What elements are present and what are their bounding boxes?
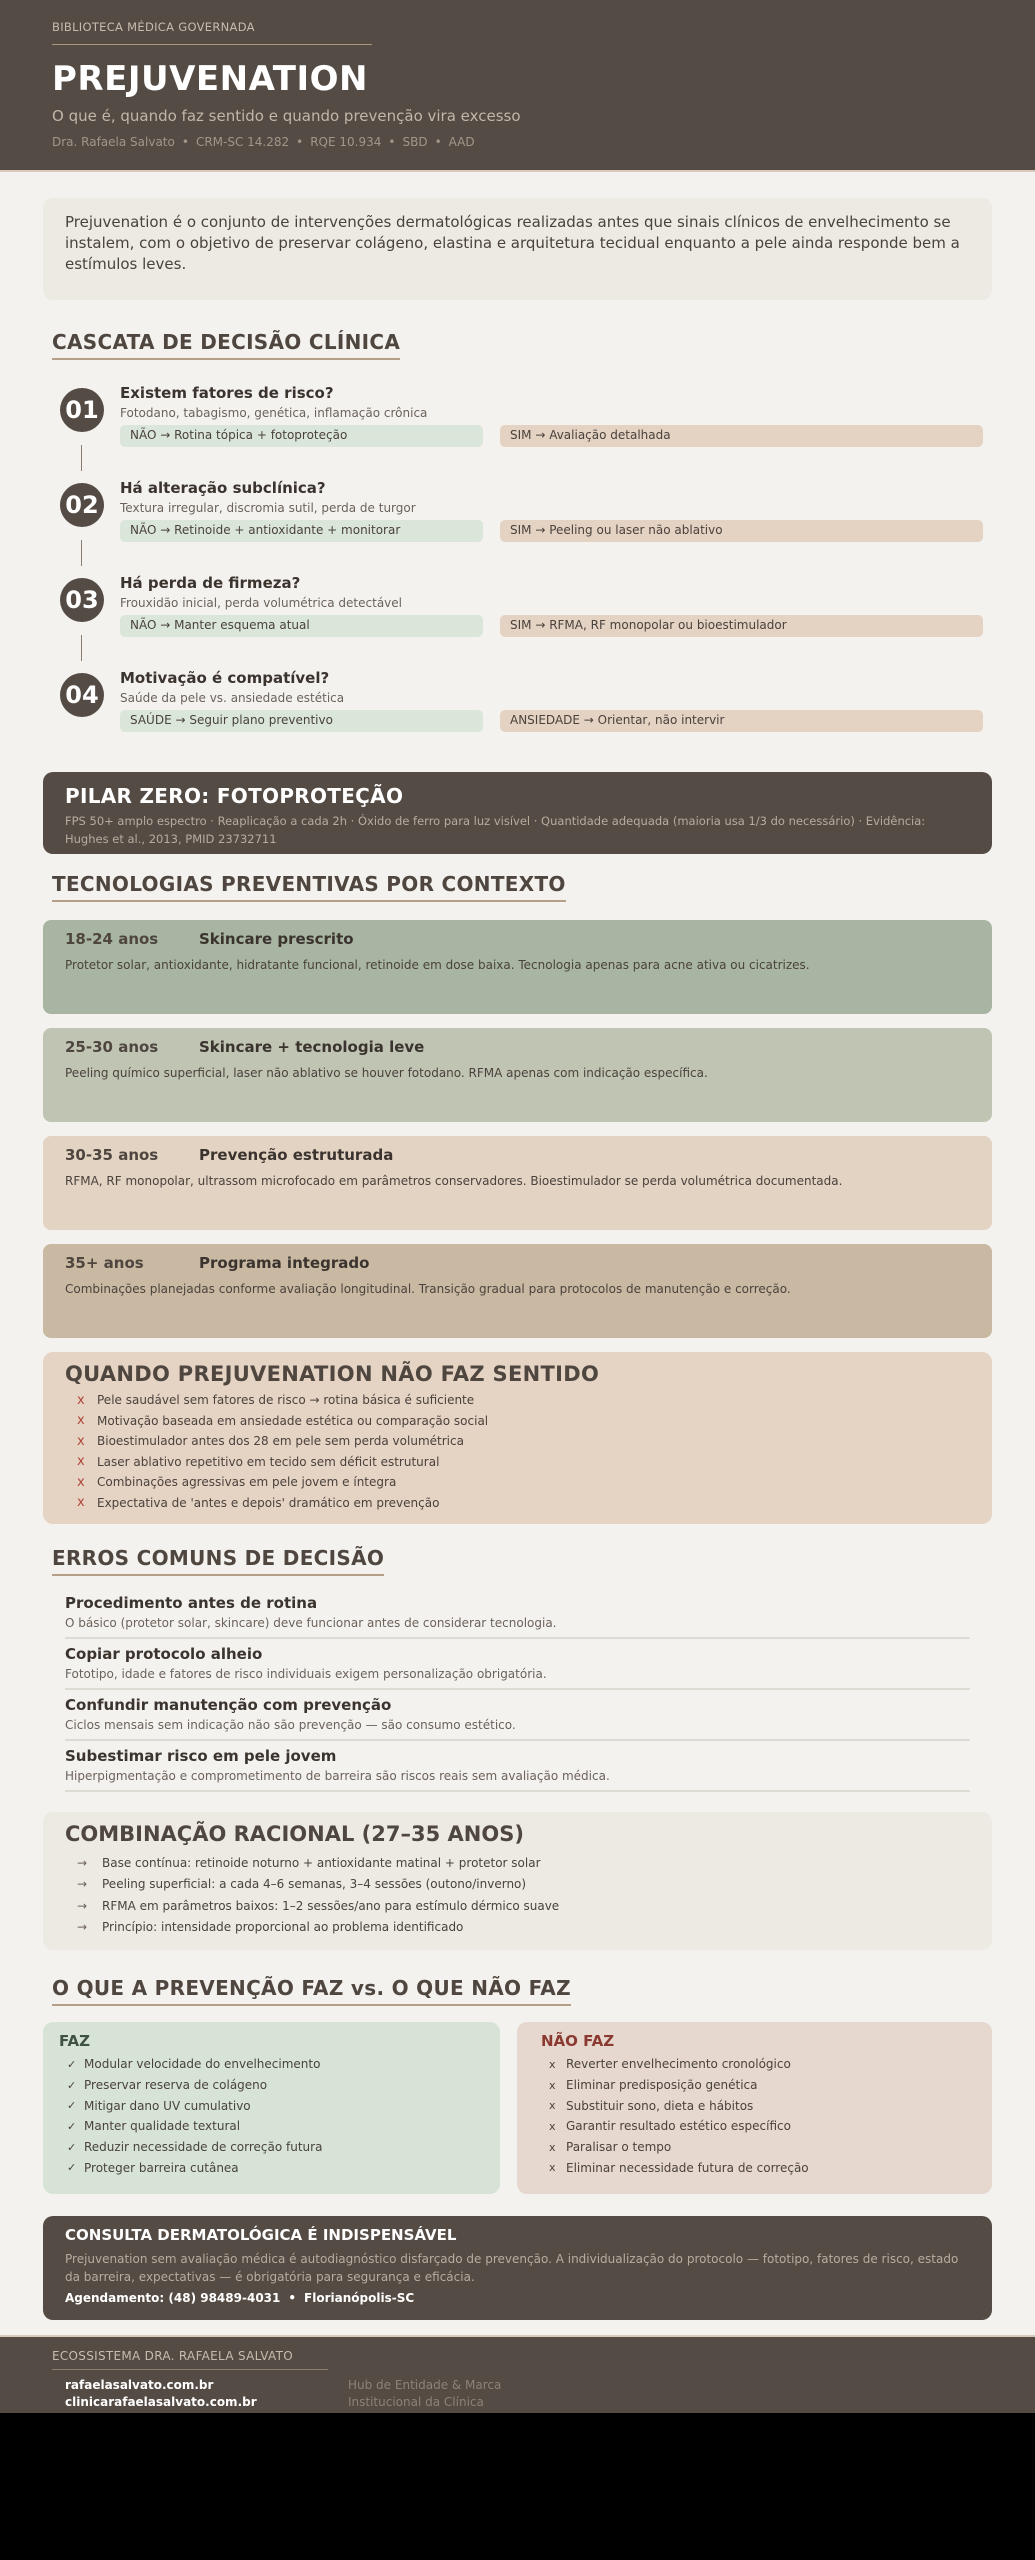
error-title: Confundir manutenção com prevenção <box>65 1696 392 1714</box>
list-item-text: Eliminar necessidade futura de correção <box>566 2160 809 2175</box>
tech-card-text: Peeling químico superficial, laser não ablativo se houver fotodano. RFMA apenas com indicação específica. <box>65 1066 708 1080</box>
section-title-errors: ERROS COMUNS DE DECISÃO <box>52 1546 384 1576</box>
tech-card-title: Prevenção estruturada <box>199 1146 394 1164</box>
error-title: Copiar protocolo alheio <box>65 1645 263 1663</box>
when-not-title: QUANDO PREJUVENATION NÃO FAZ SENTIDO <box>65 1362 600 1386</box>
list-item-text: Proteger barreira cutânea <box>84 2160 239 2175</box>
arrow-right-icon: → <box>77 1877 88 1892</box>
list-item <box>541 2054 976 2075</box>
errors-list <box>43 1588 992 1792</box>
doesnt-column <box>517 2022 992 2194</box>
when-not-list <box>65 1390 970 1513</box>
option-no: NÃO → Retinoide + antioxidante + monitorar <box>120 520 483 542</box>
list-item-text: Mitigar dano UV cumulativo <box>84 2098 251 2113</box>
list-item <box>77 1431 970 1452</box>
tech-card-header <box>65 1254 970 1272</box>
tech-cards <box>43 920 992 1338</box>
check-icon: ✓ <box>67 2140 77 2154</box>
rqe: RQE 10.934 <box>310 135 382 149</box>
option-yes: SIM → Avaliação detalhada <box>500 425 983 447</box>
decision-step <box>43 380 992 475</box>
list-item-text: Preservar reserva de colágeno <box>84 2078 268 2093</box>
x-icon: x <box>77 1474 85 1490</box>
footer-link-desc: Institucional da Clínica <box>348 2394 484 2409</box>
list-item <box>541 2075 976 2096</box>
arrow-right-icon: → <box>77 1920 88 1935</box>
list-item-text: Manter qualidade textural <box>84 2119 241 2134</box>
list-item <box>77 1917 970 1939</box>
x-icon: x <box>77 1495 85 1511</box>
consult-box <box>43 2216 992 2320</box>
step-detail: Frouxidão inicial, perda volumétrica detectável <box>120 596 402 610</box>
does-list <box>59 2054 484 2178</box>
does-column <box>43 2022 500 2194</box>
tech-card-age: 25-30 anos <box>65 1038 159 1056</box>
error-title: Subestimar risco em pele jovem <box>65 1747 337 1765</box>
page-subtitle: O que é, quando faz sentido e quando prevenção vira excesso <box>52 107 521 125</box>
crm: CRM-SC 14.282 <box>195 135 290 149</box>
check-icon: ✓ <box>67 2161 77 2175</box>
list-item-text: Garantir resultado estético específico <box>566 2119 791 2134</box>
step-options <box>120 520 992 542</box>
list-item-text: Bioestimulador antes dos 28 em pele sem perda volumétrica <box>97 1434 464 1449</box>
check-icon: ✓ <box>67 2099 77 2113</box>
schedule-city: Florianópolis-SC <box>304 2291 415 2305</box>
error-text: Hiperpigmentação e comprometimento de barreira são riscos reais sem avaliação médica. <box>65 1769 610 1783</box>
x-icon: x <box>77 1454 85 1470</box>
footer <box>0 2335 1035 2413</box>
tech-card-age: 30-35 anos <box>65 1146 159 1164</box>
photoprotection-box <box>43 772 992 854</box>
x-icon: x <box>77 1392 85 1408</box>
footer-link-row <box>52 2376 983 2393</box>
list-item <box>541 2095 976 2116</box>
schedule-line: Agendamento: (48) 98489-4031 • Florianópolis-SC <box>65 2291 415 2305</box>
decision-step <box>43 475 992 570</box>
error-item <box>65 1690 970 1741</box>
x-icon: x <box>549 2057 556 2071</box>
error-item <box>65 1741 970 1792</box>
tech-card-header <box>65 1038 970 1056</box>
list-item-text: Substituir sono, dieta e hábitos <box>566 2098 754 2113</box>
schedule-phone[interactable]: Agendamento: (48) 98489-4031 <box>65 2291 281 2305</box>
option-yes: SIM → RFMA, RF monopolar ou bioestimulador <box>500 615 983 637</box>
list-item-text: Combinações agressivas em pele jovem e íntegra <box>97 1475 397 1490</box>
list-item <box>77 1895 970 1917</box>
step-detail: Saúde da pele vs. ansiedade estética <box>120 691 345 705</box>
step-number-badge: 02 <box>60 483 104 527</box>
tech-card <box>43 1136 992 1230</box>
list-item <box>59 2095 484 2116</box>
x-icon: x <box>549 2140 556 2154</box>
error-item <box>65 1588 970 1639</box>
list-item-text: Paralisar o tempo <box>566 2140 672 2155</box>
error-text: O básico (protetor solar, skincare) deve funcionar antes de considerar tecnologia. <box>65 1616 557 1630</box>
footer-title: ECOSSISTEMA DRA. RAFAELA SALVATO <box>52 2349 293 2363</box>
tech-card-age: 18-24 anos <box>65 930 159 948</box>
doesnt-list <box>541 2054 976 2178</box>
step-question: Há alteração subclínica? <box>120 479 326 497</box>
x-icon: x <box>549 2119 556 2133</box>
list-item <box>77 1390 970 1411</box>
step-number-badge: 04 <box>60 673 104 717</box>
aad: AAD <box>448 135 475 149</box>
tech-card-title: Skincare prescrito <box>199 930 354 948</box>
option-yes: ANSIEDADE → Orientar, não intervir <box>500 710 983 732</box>
list-item-text: Princípio: intensidade proporcional ao problema identificado <box>102 1920 464 1935</box>
list-item <box>541 2157 976 2178</box>
list-item <box>59 2157 484 2178</box>
tech-card-text: Protetor solar, antioxidante, hidratante funcional, retinoide em dose baixa. Tecnologia apenas para acne ativa ou cicatrizes. <box>65 958 810 972</box>
section-title-compare: O QUE A PREVENÇÃO FAZ vs. O QUE NÃO FAZ <box>52 1976 571 2006</box>
list-item <box>77 1493 970 1514</box>
step-options <box>120 710 992 732</box>
footer-link[interactable]: clinicarafaelasalvato.com.br <box>65 2394 257 2409</box>
header-kicker: BIBLIOTECA MÉDICA GOVERNADA <box>52 20 255 34</box>
step-question: Existem fatores de risco? <box>120 384 334 402</box>
x-icon: x <box>549 2161 556 2175</box>
x-icon: x <box>77 1413 85 1429</box>
consult-text: Prejuvenation sem avaliação médica é autodiagnóstico disfarçado de prevenção. A individualização do protocolo — fototipo, fatores de risco, estado da barreira, expectativas — é obrigatória para segurança e eficácia. <box>65 2252 959 2284</box>
list-item <box>541 2116 976 2137</box>
option-yes: SIM → Peeling ou laser não ablativo <box>500 520 983 542</box>
combination-title: COMBINAÇÃO RACIONAL (27–35 ANOS) <box>65 1822 524 1846</box>
list-item <box>59 2137 484 2158</box>
list-item <box>77 1472 970 1493</box>
list-item-text: Expectativa de 'antes e depois' dramático em prevenção <box>97 1495 440 1510</box>
list-item <box>541 2137 976 2158</box>
tech-card-text: RFMA, RF monopolar, ultrassom microfocado em parâmetros conservadores. Bioestimulador se perda volumétrica documentada. <box>65 1174 843 1188</box>
check-icon: ✓ <box>67 2057 77 2071</box>
option-no: NÃO → Manter esquema atual <box>120 615 483 637</box>
tech-card-header <box>65 1146 970 1164</box>
error-item <box>65 1639 970 1690</box>
page-title: PREJUVENATION <box>52 59 368 99</box>
footer-link[interactable]: rafaelasalvato.com.br <box>65 2377 214 2392</box>
list-item-text: Eliminar predisposição genética <box>566 2078 758 2093</box>
decision-step <box>43 665 992 760</box>
list-item <box>77 1452 970 1473</box>
check-icon: ✓ <box>67 2119 77 2133</box>
list-item-text: Reduzir necessidade de correção futura <box>84 2140 323 2155</box>
page-header <box>0 0 1035 172</box>
tech-card-title: Programa integrado <box>199 1254 370 1272</box>
x-icon: x <box>77 1433 85 1449</box>
error-text: Fototipo, idade e fatores de risco individuais exigem personalização obrigatória. <box>65 1667 547 1681</box>
x-icon: x <box>549 2078 556 2092</box>
step-number-badge: 01 <box>60 388 104 432</box>
divider <box>52 2369 328 2370</box>
author-meta: Dra. Rafaela Salvato • CRM-SC 14.282 • RQE 10.934 • SBD • AAD <box>52 135 475 149</box>
decision-cascade <box>43 380 992 760</box>
when-not-box <box>43 1352 992 1524</box>
error-title: Procedimento antes de rotina <box>65 1594 318 1612</box>
tech-card <box>43 1028 992 1122</box>
step-question: Há perda de firmeza? <box>120 574 301 592</box>
option-no: NÃO → Rotina tópica + fotoproteção <box>120 425 483 447</box>
footer-link-row <box>52 2393 983 2410</box>
combination-box <box>43 1812 992 1950</box>
list-item-text: Modular velocidade do envelhecimento <box>84 2057 321 2072</box>
list-item <box>59 2116 484 2137</box>
step-connector <box>81 635 82 661</box>
check-icon: ✓ <box>67 2078 77 2092</box>
list-item <box>59 2075 484 2096</box>
intro-box: Prejuvenation é o conjunto de intervenções dermatológicas realizadas antes que sinais clínicos de envelhecimento se instalem, com o objetivo de preservar colágeno, elastina e arquitetura tecidual enquanto a pele ainda responde bem a estímulos leves. <box>43 198 992 300</box>
tech-card-age: 35+ anos <box>65 1254 144 1272</box>
tech-card-header <box>65 930 970 948</box>
photoprotection-title: PILAR ZERO: FOTOPROTEÇÃO <box>65 784 404 808</box>
option-no: SAÚDE → Seguir plano preventivo <box>120 710 483 732</box>
x-icon: x <box>549 2099 556 2113</box>
list-item-text: Pele saudável sem fatores de risco → rotina básica é suficiente <box>97 1393 475 1408</box>
list-item-text: Base contínua: retinoide noturno + antioxidante matinal + protetor solar <box>102 1855 541 1870</box>
list-item <box>77 1411 970 1432</box>
tech-card-title: Skincare + tecnologia leve <box>199 1038 425 1056</box>
decision-step <box>43 570 992 665</box>
combination-list <box>65 1852 970 1938</box>
list-item <box>77 1852 970 1874</box>
step-options <box>120 615 992 637</box>
section-title-tech: TECNOLOGIAS PREVENTIVAS POR CONTEXTO <box>52 872 566 902</box>
list-item-text: Motivação baseada em ansiedade estética ou comparação social <box>97 1413 489 1428</box>
arrow-right-icon: → <box>77 1855 88 1870</box>
sbd: SBD <box>402 135 428 149</box>
step-connector <box>81 540 82 566</box>
tech-card-text: Combinações planejadas conforme avaliação longitudinal. Transição gradual para protocolos de manutenção e correção. <box>65 1282 791 1296</box>
tech-card <box>43 920 992 1014</box>
list-item-text: Reverter envelhecimento cronológico <box>566 2057 791 2072</box>
consult-title: CONSULTA DERMATOLÓGICA É INDISPENSÁVEL <box>65 2226 457 2244</box>
step-number-badge: 03 <box>60 578 104 622</box>
tech-card <box>43 1244 992 1338</box>
step-question: Motivação é compatível? <box>120 669 330 687</box>
list-item-text: Peeling superficial: a cada 4–6 semanas, 3–4 sessões (outono/inverno) <box>102 1877 527 1892</box>
step-connector <box>81 445 82 471</box>
author-name: Dra. Rafaela Salvato <box>52 135 175 149</box>
list-item <box>77 1874 970 1896</box>
step-detail: Fotodano, tabagismo, genética, inflamação crônica <box>120 406 428 420</box>
arrow-right-icon: → <box>77 1898 88 1913</box>
list-item-text: Laser ablativo repetitivo em tecido sem déficit estrutural <box>97 1454 440 1469</box>
list-item <box>59 2054 484 2075</box>
list-item-text: RFMA em parâmetros baixos: 1–2 sessões/ano para estímulo dérmico suave <box>102 1898 560 1913</box>
step-detail: Textura irregular, discromia sutil, perda de turgor <box>120 501 416 515</box>
footer-link-desc: Hub de Entidade & Marca <box>348 2377 502 2392</box>
divider <box>52 44 372 45</box>
doesnt-title: NÃO FAZ <box>541 2032 615 2050</box>
photoprotection-text: FPS 50+ amplo espectro · Reaplicação a cada 2h · Óxido de ferro para luz visível · Quantidade adequada (maioria usa 1/3 do necessário) · Evidência: Hughes et al., 2013, PMID 23732711 <box>65 814 926 846</box>
does-title: FAZ <box>59 2032 91 2050</box>
step-options <box>120 425 992 447</box>
compare-columns <box>43 2022 992 2194</box>
error-text: Ciclos mensais sem indicação não são prevenção — são consumo estético. <box>65 1718 516 1732</box>
section-title-cascade: CASCATA DE DECISÃO CLÍNICA <box>52 330 400 360</box>
